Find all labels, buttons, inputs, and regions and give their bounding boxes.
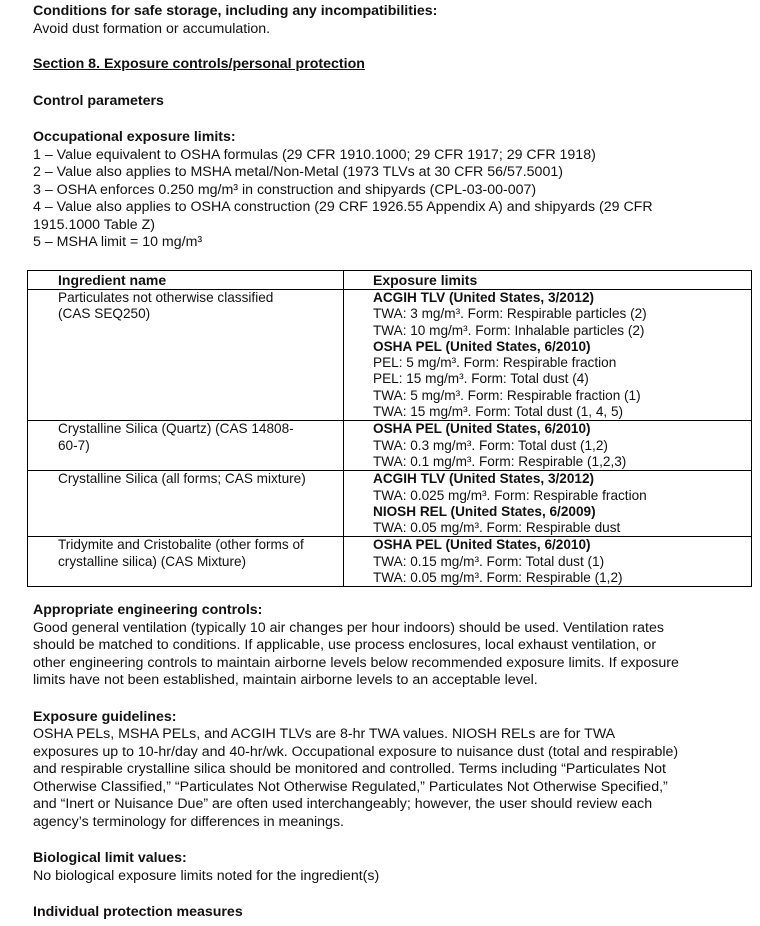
limit-line: TWA: 10 mg/m³. Form: Inhalable particles (2) — [373, 322, 645, 338]
ingredient-cell — [28, 537, 344, 587]
biological-heading: Biological limit values: — [33, 850, 187, 866]
document-page — [33, 3, 733, 252]
ingredient-line: Tridymite and Cristobalite (other forms of — [58, 537, 304, 553]
limit-line: TWA: 0.1 mg/m³. Form: Respirable (1,2,3) — [373, 453, 627, 469]
limits-cell — [344, 290, 752, 421]
engineering-line: other engineering controls to maintain airborne levels below recommended exposure limits. If exposure — [33, 654, 679, 671]
limit-line: TWA: 0.3 mg/m³. Form: Total dust (1,2) — [373, 437, 608, 453]
table-header-row — [28, 271, 752, 290]
ingredient-line: (CAS SEQ250) — [58, 306, 151, 322]
ingredient-cell — [28, 421, 344, 471]
ingredient-cell — [28, 471, 344, 537]
guidelines-heading: Exposure guidelines: — [33, 708, 177, 725]
oel-note: 5 – MSHA limit = 10 mg/m³ — [33, 234, 203, 250]
limit-line: TWA: 5 mg/m³. Form: Respirable fraction (1) — [373, 387, 641, 403]
limit-line: PEL: 15 mg/m³. Form: Total dust (4) — [373, 371, 589, 387]
control-parameters-heading: Control parameters — [33, 92, 164, 109]
guidelines-line: exposures up to 10-hr/day and 40-hr/wk. Occupational exposure to nuisance dust (total and respirable) — [33, 743, 679, 760]
limit-line: ACGIH TLV (United States, 3/2012) — [373, 471, 595, 487]
document-lower-section — [33, 602, 745, 922]
biological-text: No biological exposure limits noted for the ingredient(s) — [33, 867, 380, 884]
engineering-line: should be matched to conditions. If applicable, use process enclosures, local exhaust ventilation, or — [33, 637, 657, 653]
oel-heading: Occupational exposure limits: — [33, 129, 236, 145]
engineering-heading: Appropriate engineering controls: — [33, 602, 263, 618]
ingredient-cell — [28, 290, 344, 421]
oel-note: 4 – Value also applies to OSHA construction (29 CRF 1926.55 Appendix A) and shipyards (29 CFR 1915.1000 Table Z) — [33, 199, 653, 233]
limit-line: TWA: 0.15 mg/m³. Form: Total dust (1) — [373, 553, 605, 569]
ingredient-line: Crystalline Silica (all forms; CAS mixture) — [58, 471, 306, 487]
engineering-line: Good general ventilation (typically 10 air changes per hour indoors) should be used. Ventilation rates — [33, 619, 664, 636]
guidelines-line: Otherwise Classified,” “Particulates Not Otherwise Regulated,” Particulates Not Otherwise Specified,” — [33, 778, 668, 795]
oel-note: 2 – Value also applies to MSHA metal/Non-Metal (1973 TLVs at 30 CFR 56/57.5001) — [33, 164, 563, 180]
limit-line: OSHA PEL (United States, 6/2010) — [373, 338, 591, 354]
table-row — [28, 290, 752, 421]
engineering-line: limits have not been established, maintain airborne levels to an acceptable level. — [33, 672, 538, 688]
limit-line: TWA: 0.05 mg/m³. Form: Respirable (1,2) — [373, 570, 623, 586]
limit-line: OSHA PEL (United States, 6/2010) — [373, 421, 591, 437]
limit-line: TWA: 15 mg/m³. Form: Total dust (1, 4, 5) — [373, 404, 624, 420]
limit-line: TWA: 3 mg/m³. Form: Respirable particles (2) — [373, 306, 647, 322]
limit-line: TWA: 0.05 mg/m³. Form: Respirable dust — [373, 520, 621, 536]
limit-line: ACGIH TLV (United States, 3/2012) — [373, 290, 595, 305]
limit-line: OSHA PEL (United States, 6/2010) — [373, 537, 591, 553]
storage-text: Avoid dust formation or accumulation. — [33, 20, 271, 37]
table-row — [28, 537, 752, 587]
oel-notes-list — [33, 147, 733, 252]
header-exposure-limits: Exposure limits — [344, 271, 752, 290]
guidelines-line: agency’s terminology for differences in meanings. — [33, 813, 344, 830]
ingredient-line: 60-7) — [58, 437, 90, 453]
oel-note: 1 – Value equivalent to OSHA formulas (29 CFR 1910.1000; 29 CFR 1917; 29 CFR 1918) — [33, 146, 596, 163]
storage-heading: Conditions for safe storage, including any incompatibilities: — [33, 3, 438, 19]
exposure-limits-table — [27, 270, 752, 587]
limits-cell — [344, 421, 752, 471]
limits-cell — [344, 537, 752, 587]
ingredient-line: crystalline silica) (CAS Mixture) — [58, 553, 247, 569]
individual-protection-heading: Individual protection measures — [33, 904, 243, 920]
limits-cell — [344, 471, 752, 537]
limit-line: NIOSH REL (United States, 6/2009) — [373, 503, 596, 519]
header-ingredient-name: Ingredient name — [28, 271, 344, 290]
section-8-title: Section 8. Exposure controls/personal protection — [33, 56, 365, 72]
guidelines-line: and respirable crystalline silica should be monitored and controlled. Terms including “Particulates Not — [33, 761, 666, 777]
oel-note: 3 – OSHA enforces 0.250 mg/m³ in construction and shipyards (CPL-03-00-007) — [33, 181, 537, 198]
ingredient-line: Crystalline Silica (Quartz) (CAS 14808- — [58, 421, 294, 437]
guidelines-line: and “Inert or Nuisance Due” are often used interchangeably; however, the user should review each — [33, 796, 653, 812]
ingredient-line: Particulates not otherwise classified — [58, 290, 274, 305]
guidelines-line: OSHA PELs, MSHA PELs, and ACGIH TLVs are 8-hr TWA values. NIOSH RELs are for TWA — [33, 726, 616, 742]
limit-line: TWA: 0.025 mg/m³. Form: Respirable fraction — [373, 487, 647, 503]
limit-line: PEL: 5 mg/m³. Form: Respirable fraction — [373, 355, 617, 371]
table-row — [28, 471, 752, 537]
table-row — [28, 421, 752, 471]
